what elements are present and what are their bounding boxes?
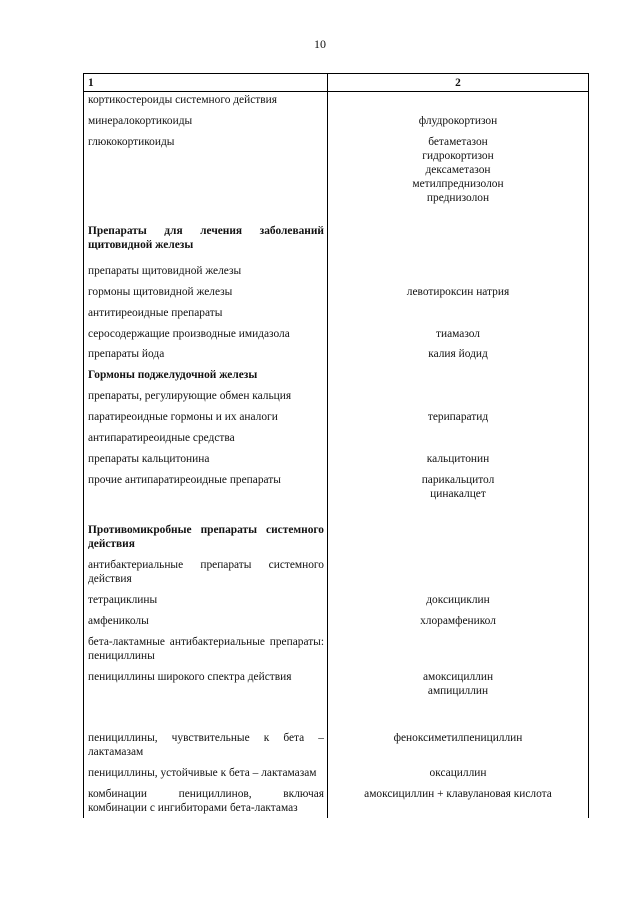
drug-cell (328, 701, 589, 762)
table-row (84, 427, 589, 448)
table-row (84, 92, 589, 111)
drug-cell (328, 131, 589, 208)
category-cell: антибактериальные препараты системного действия (84, 554, 328, 589)
table-row (84, 469, 589, 504)
table-row (84, 448, 589, 469)
category-cell: тетрациклины (84, 589, 328, 610)
drug-name: гидрокортизон (422, 150, 494, 162)
drug-name: парикальцитол (421, 474, 495, 486)
table-row (84, 385, 589, 406)
drug-cell (328, 762, 589, 783)
drug-cell (328, 504, 589, 554)
table-row (84, 131, 589, 208)
drug-name: оксациллин (429, 767, 487, 779)
category-cell: амфениколы (84, 610, 328, 631)
drug-name: амоксициллин (422, 671, 494, 683)
drug-cell (328, 302, 589, 323)
drug-cell (328, 469, 589, 504)
drug-cell (328, 260, 589, 281)
drug-name: левотироксин натрия (406, 286, 510, 298)
drug-name: тиамазол (436, 328, 480, 340)
table-row (84, 631, 589, 666)
section-heading: Гормоны поджелудочной железы (84, 364, 328, 385)
category-cell: комбинации пенициллинов, включая комбинации с ингибиторами бета-лактамаз (84, 783, 328, 818)
table-row (84, 364, 589, 385)
drug-name: феноксиметилпенициллин (393, 732, 523, 744)
section-heading: Противомикробные препараты системного действия (84, 504, 328, 554)
drug-cell (328, 281, 589, 302)
table-row (84, 406, 589, 427)
drug-name: флудрокортизон (418, 115, 498, 127)
page-number: 10 (314, 37, 326, 51)
drug-name: кальцитонин (426, 453, 490, 465)
drug-cell (328, 589, 589, 610)
category-cell: минералокортикоиды (84, 110, 328, 131)
column-header-2: 2 (328, 74, 589, 92)
category-cell: антитиреоидные препараты (84, 302, 328, 323)
table-row (84, 110, 589, 131)
drug-cell (328, 92, 589, 111)
table-header-row (84, 74, 589, 92)
drug-cell (328, 783, 589, 818)
table-row (84, 666, 589, 701)
table-row (84, 323, 589, 344)
table-row (84, 504, 589, 554)
table-row (84, 610, 589, 631)
drug-name: ампициллин (427, 685, 489, 697)
drug-table (83, 73, 589, 818)
drug-cell (328, 554, 589, 589)
drug-name: амоксициллин + клавулановая кислота (364, 788, 552, 800)
category-cell: пенициллины, чувствительные к бета – лактамазам (84, 701, 328, 762)
category-cell: кортикостероиды системного действия (84, 92, 328, 111)
table-row (84, 701, 589, 762)
drug-cell (328, 406, 589, 427)
drug-cell (328, 344, 589, 364)
drug-cell (328, 364, 589, 385)
category-cell: препараты щитовидной железы (84, 260, 328, 281)
category-cell: гормоны щитовидной железы (84, 281, 328, 302)
table-row (84, 762, 589, 783)
drug-cell (328, 110, 589, 131)
column-header-1: 1 (84, 74, 328, 92)
drug-name: цинакалцет (430, 488, 486, 500)
table-row (84, 281, 589, 302)
drug-name: дексаметазон (425, 164, 491, 176)
drug-name: метилпреднизолон (412, 178, 504, 190)
drug-cell (328, 385, 589, 406)
drug-name: терипаратид (427, 411, 489, 423)
table-row (84, 554, 589, 589)
section-heading: Препараты для лечения заболеваний щитовидной железы (84, 208, 328, 260)
table-row (84, 783, 589, 818)
category-cell: препараты, регулирующие обмен кальция (84, 385, 328, 406)
drug-name: калия йодид (428, 348, 488, 360)
drug-name: бетаметазон (428, 136, 488, 148)
drug-cell (328, 666, 589, 701)
table-row (84, 589, 589, 610)
category-cell: препараты кальцитонина (84, 448, 328, 469)
table-row (84, 208, 589, 260)
category-cell: пенициллины широкого спектра действия (84, 666, 328, 701)
drug-cell (328, 208, 589, 260)
drug-cell (328, 631, 589, 666)
drug-name: преднизолон (426, 192, 490, 204)
drug-name: хлорамфеникол (420, 615, 496, 627)
table-row (84, 260, 589, 281)
category-cell: паратиреоидные гормоны и их аналоги (84, 406, 328, 427)
drug-cell (328, 448, 589, 469)
category-cell: антипаратиреоидные средства (84, 427, 328, 448)
table-row (84, 344, 589, 364)
drug-cell (328, 427, 589, 448)
table-row (84, 302, 589, 323)
category-cell: пенициллины, устойчивые к бета – лактамазам (84, 762, 328, 783)
drug-cell (328, 610, 589, 631)
category-cell: глюкокортикоиды (84, 131, 328, 208)
category-cell: бета-лактамные антибактериальные препараты: пенициллины (84, 631, 328, 666)
category-cell: препараты йода (84, 344, 328, 364)
drug-name: доксициклин (426, 594, 490, 606)
category-cell: серосодержащие производные имидазола (84, 323, 328, 344)
category-cell: прочие антипаратиреоидные препараты (84, 469, 328, 504)
drug-cell (328, 323, 589, 344)
